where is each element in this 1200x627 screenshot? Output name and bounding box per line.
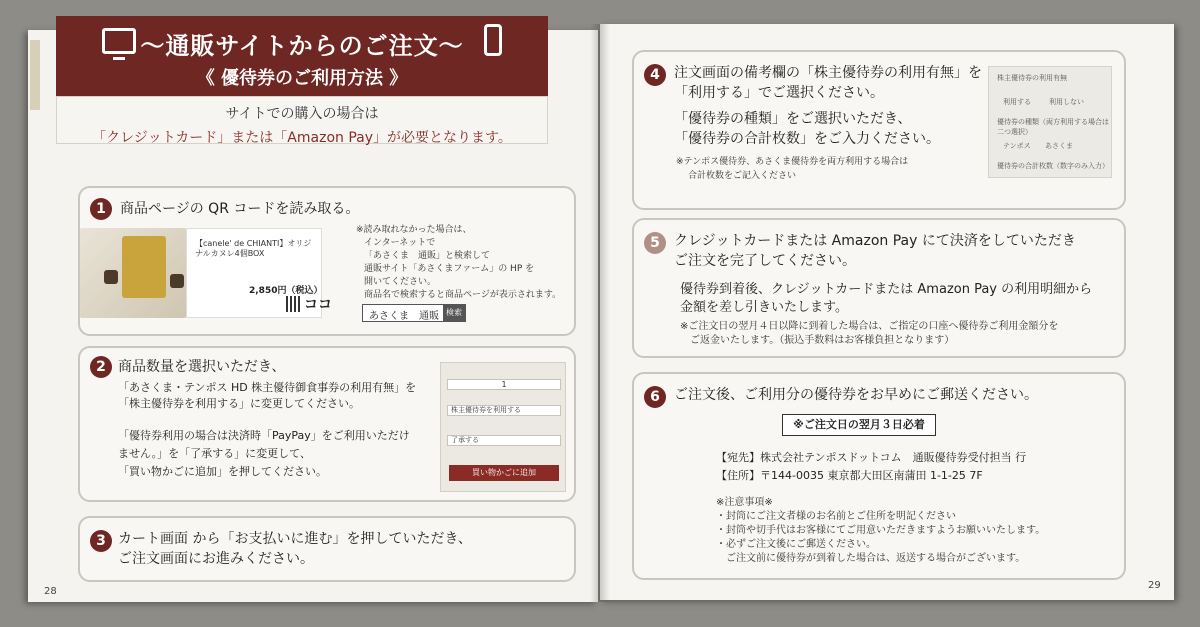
step-5-note-2: ご返金いたします。（振込手数料はお客様負担となります） — [690, 335, 955, 346]
step-5-body-2: 金額を差し引きいたします。 — [680, 300, 848, 315]
product-bag-image — [122, 236, 166, 298]
product-name: 【canele' de CHIANTI】オリジナルカヌレ4個BOX — [195, 239, 312, 258]
note-4: ご注文前に優待券が到着した場合は、返送する場合がございます。 — [726, 553, 1026, 564]
cart-form-panel — [440, 362, 566, 492]
step-2-line-7: 「買い物かごに追加」を押してください。 — [118, 465, 327, 478]
coupon-select[interactable]: 株主優待券を利用する — [447, 405, 561, 416]
tempos-checkbox[interactable]: テンポス — [1003, 142, 1031, 150]
product-cake-image — [170, 274, 184, 288]
step-2-number: 2 — [90, 356, 112, 378]
step-4-line-5: 「優待券の合計枚数」をご入力ください。 — [674, 131, 940, 147]
step-3-card — [78, 516, 576, 582]
step-2-line-2: 「あさくま・テンポス HD 株主優待御食事券の利用有無」を — [118, 381, 417, 394]
deadline-notice: ※ご注文日の翌月３日必着 — [782, 414, 936, 436]
address-location: 【住所】〒144-0035 東京都大田区南蒲田 1-1-25 7F — [716, 469, 983, 482]
intro-line-1: サイトでの購入の場合は — [225, 106, 379, 122]
step-3-line-1: カート画面 から「お支払いに進む」を押していただき、 — [118, 531, 472, 547]
step-4-number: 4 — [644, 64, 666, 86]
coupon-type-label: 優待券の種類（両方利用する場合は二つ選択） — [997, 118, 1109, 136]
step-1-note-1: ※読み取れなかった場合は、 — [356, 225, 472, 235]
step-1-note-3: 「あさくま 通販」と検索して — [364, 251, 491, 261]
smartphone-icon — [484, 24, 502, 56]
step-5-line-2: ご注文を完了してください。 — [674, 253, 856, 269]
step-6-title: ご注文後、ご利用分の優待券をお早めにご郵送ください。 — [674, 387, 1038, 403]
search-box[interactable] — [362, 304, 466, 322]
step-2-line-5: 「優待券利用の場合は決済時「PayPay」をご利用いただけ — [118, 429, 410, 442]
step-4-note-2: 合計枚数をご記入ください — [688, 171, 797, 181]
koko-label: ココ — [304, 297, 332, 313]
step-5-number: 5 — [644, 232, 666, 254]
step-4-line-4: 「優待券の種類」をご選択いただき、 — [674, 111, 912, 127]
intro-line-2: 「クレジットカード」または「Amazon Pay」が必要となります。 — [92, 130, 512, 146]
note-3: ・必ずご注文後にご郵送ください。 — [716, 539, 876, 550]
notes-title: ※注意事項※ — [716, 497, 773, 508]
step-5-body-1: 優待券到着後、クレジットカードまたは Amazon Pay の利用明細から — [680, 282, 1093, 297]
book-gutter — [590, 24, 610, 602]
step-4-note-1: ※テンポス優待券、あさくま優待券を両方利用する場合は — [676, 157, 909, 167]
step-2-line-3: 「株主優待券を利用する」に変更してください。 — [118, 397, 360, 410]
note-1: ・封筒にご注文者様のお名前とご住所を明記ください — [716, 511, 956, 522]
title-banner — [56, 16, 548, 96]
qr-code — [286, 296, 302, 312]
banner-subtitle: 《 優待券のご利用方法 》 — [196, 68, 408, 89]
coupon-total-field[interactable]: 優待券の合計枚数（数字のみ入力） — [997, 162, 1109, 170]
step-1-note-5: 開いてください。 — [364, 277, 437, 287]
step-1-note-6: 商品名で検索すると商品ページが表示されます。 — [364, 290, 562, 300]
step-5-line-1: クレジットカードまたは Amazon Pay にて決済をしていただき — [674, 233, 1076, 249]
step-1-title: 商品ページの QR コードを読み取る。 — [120, 201, 360, 217]
page-edge — [30, 40, 40, 110]
step-1-note-2: インターネットで — [364, 238, 436, 248]
product-cake-image — [104, 270, 118, 284]
step-6-number: 6 — [644, 386, 666, 408]
step-5-note-1: ※ご注文日の翌月４日以降に到着した場合は、ご指定の口座へ優待券ご利用金額分を — [680, 321, 1059, 332]
address-recipient: 【宛先】株式会社テンポスドットコム 通販優待券受付担当 行 — [716, 451, 1027, 464]
step-1-number: 1 — [90, 198, 112, 220]
step-4-line-2: 「利用する」でご選択ください。 — [674, 85, 884, 101]
search-button[interactable]: 検索 — [443, 305, 465, 321]
note-2: ・封筒や切手代はお客様にてご用意いただきますようお願いいたします。 — [716, 525, 1046, 536]
step-3-number: 3 — [90, 530, 112, 552]
step-2-line-1: 商品数量を選択いただき、 — [118, 359, 286, 375]
page-number-left: 28 — [44, 586, 57, 597]
step-3-line-2: ご注文画面にお進みください。 — [118, 551, 314, 567]
no-coupon-radio[interactable]: 利用しない — [1049, 98, 1084, 106]
agree-select[interactable]: 了承する — [447, 435, 561, 446]
page-number-right: 29 — [1148, 580, 1161, 591]
product-price: 2,850円（税込） — [249, 286, 323, 296]
use-coupon-radio[interactable]: 利用する — [1003, 98, 1031, 106]
quantity-field[interactable]: 1 — [447, 379, 561, 390]
asakuma-checkbox[interactable]: あさくま — [1045, 142, 1073, 150]
step-1-note-4: 通販サイト「あさくまファーム」の HP を — [364, 264, 535, 274]
search-text: あさくま 通販 — [369, 311, 439, 322]
banner-title: 〜通販サイトからのご注文〜 — [140, 32, 464, 60]
options-panel-label: 株主優待券の利用有無 — [997, 74, 1067, 82]
coupon-options-panel — [988, 66, 1112, 178]
intro-box — [56, 96, 548, 144]
step-2-line-6: ません。」を「了承する」に変更して、 — [118, 447, 311, 460]
step-4-line-1: 注文画面の備考欄の「株主優待券の利用有無」を — [674, 65, 982, 81]
add-to-cart-button[interactable]: 買い物かごに追加 — [449, 465, 559, 481]
